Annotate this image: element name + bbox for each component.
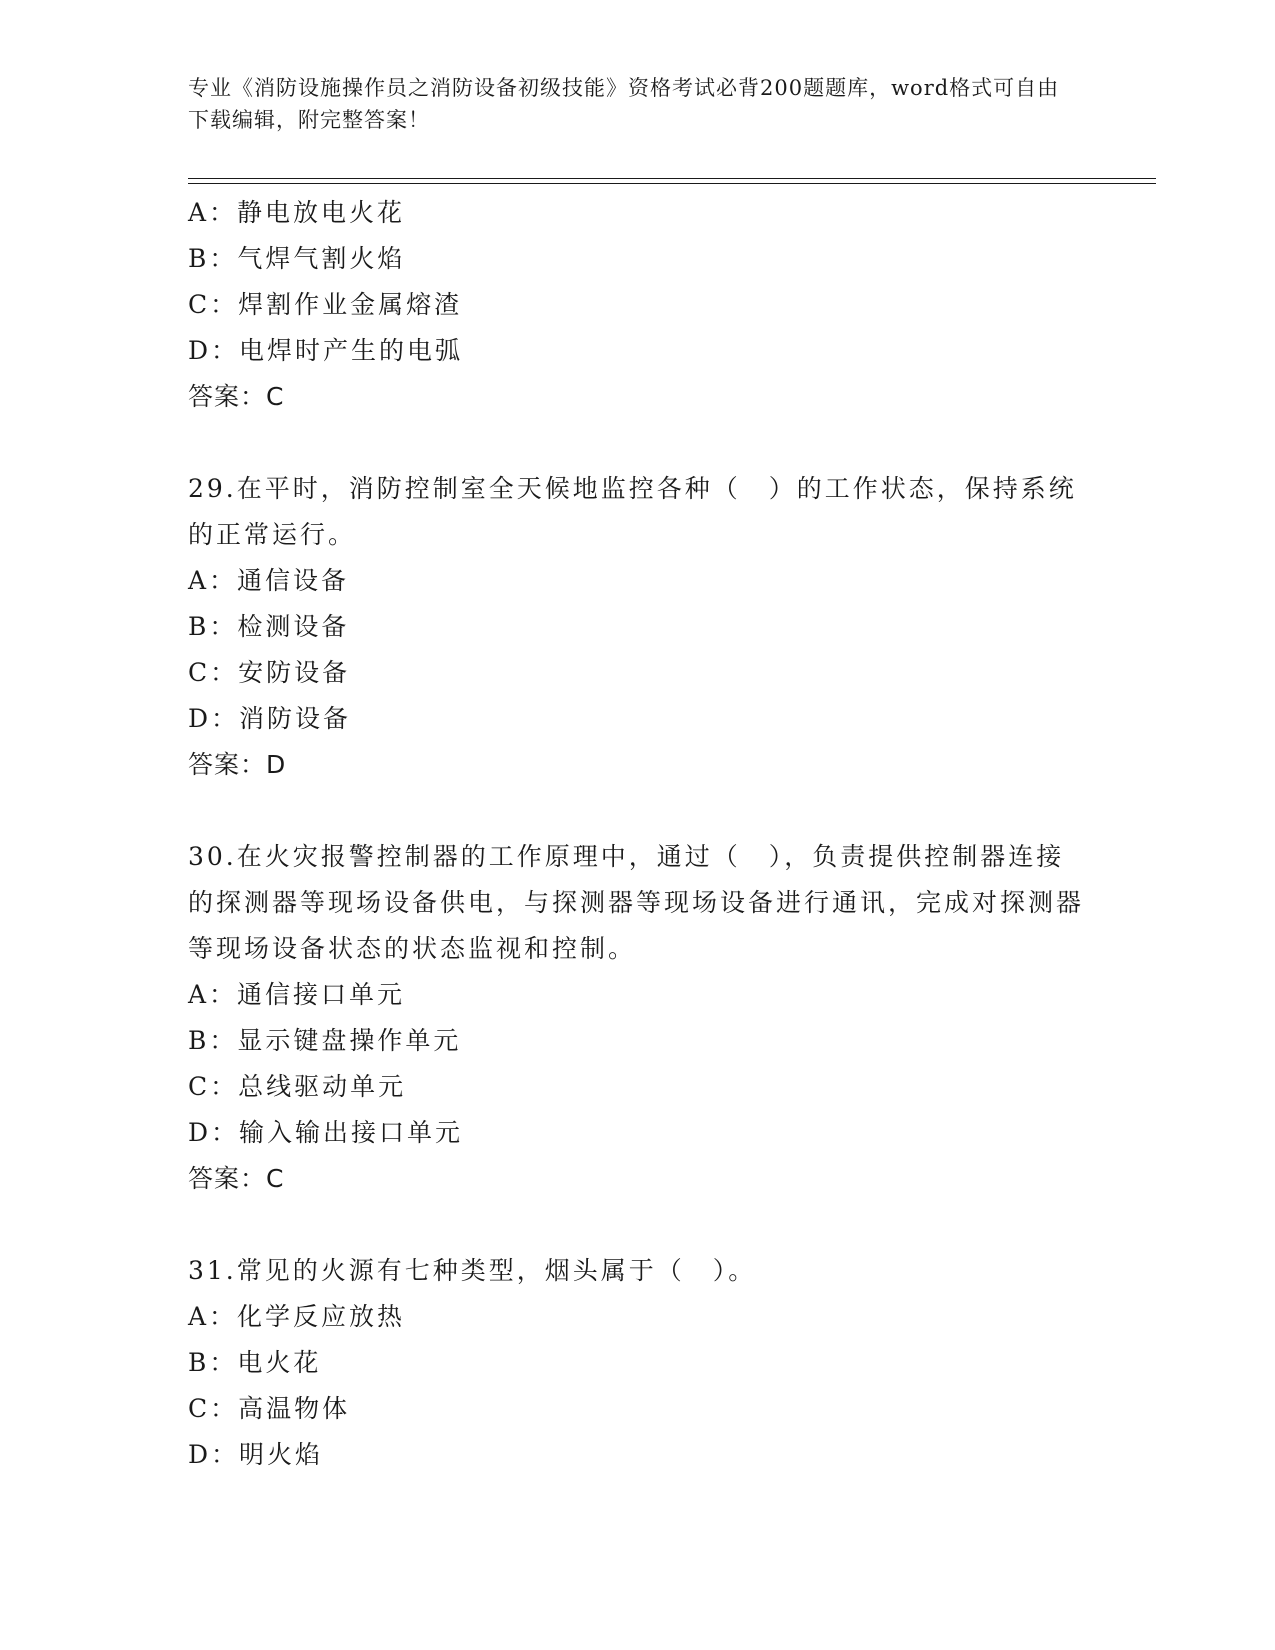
- question-30: [188, 834, 1088, 1202]
- option-c: C：总线驱动单元: [188, 1072, 407, 1101]
- option-a: A：通信接口单元: [188, 980, 406, 1009]
- option-d: D：电焊时产生的电弧: [188, 336, 464, 365]
- option-a: A：化学反应放热: [188, 1302, 406, 1331]
- option-b: B：显示键盘操作单元: [188, 1026, 462, 1055]
- question-28: [188, 190, 1088, 420]
- header-rule-bottom: [188, 183, 1156, 184]
- question-text: 30.在火灾报警控制器的工作原理中，通过（ ），负责提供控制器连接的探测器等现场设备供电，与探测器等现场设备进行通讯，完成对探测器等现场设备状态的状态监视和控制。: [188, 842, 1085, 963]
- question-text: 31.常见的火源有七种类型，烟头属于（ ）。: [188, 1256, 757, 1285]
- option-a: A：通信设备: [188, 566, 350, 595]
- question-text: 29.在平时，消防控制室全天候地监控各种（ ）的工作状态，保持系统的正常运行。: [188, 474, 1077, 549]
- question-spacer: [188, 1202, 1088, 1248]
- option-c: C：高温物体: [188, 1394, 351, 1423]
- option-c: C：安防设备: [188, 658, 351, 687]
- question-spacer: [188, 420, 1088, 466]
- question-spacer: [188, 788, 1088, 834]
- answer-line: 答案：D: [188, 750, 287, 779]
- answer-line: 答案：C: [188, 382, 285, 411]
- header-rule-top: [188, 178, 1156, 179]
- option-a: A：静电放电火花: [188, 198, 406, 227]
- question-list: [188, 190, 1088, 1478]
- option-b: B：气焊气割火焰: [188, 244, 406, 273]
- question-29: [188, 466, 1088, 788]
- option-d: D：明火焰: [188, 1440, 324, 1469]
- option-b: B：检测设备: [188, 612, 350, 641]
- option-c: C：焊割作业金属熔渣: [188, 290, 463, 319]
- option-d: D：输入输出接口单元: [188, 1118, 464, 1147]
- document-header: 专业《消防设施操作员之消防设备初级技能》资格考试必背200题题库，word格式可自由下载编辑，附完整答案！: [188, 76, 1060, 132]
- option-b: B：电火花: [188, 1348, 322, 1377]
- option-d: D：消防设备: [188, 704, 352, 733]
- question-31: [188, 1248, 1088, 1478]
- answer-line: 答案：C: [188, 1164, 285, 1193]
